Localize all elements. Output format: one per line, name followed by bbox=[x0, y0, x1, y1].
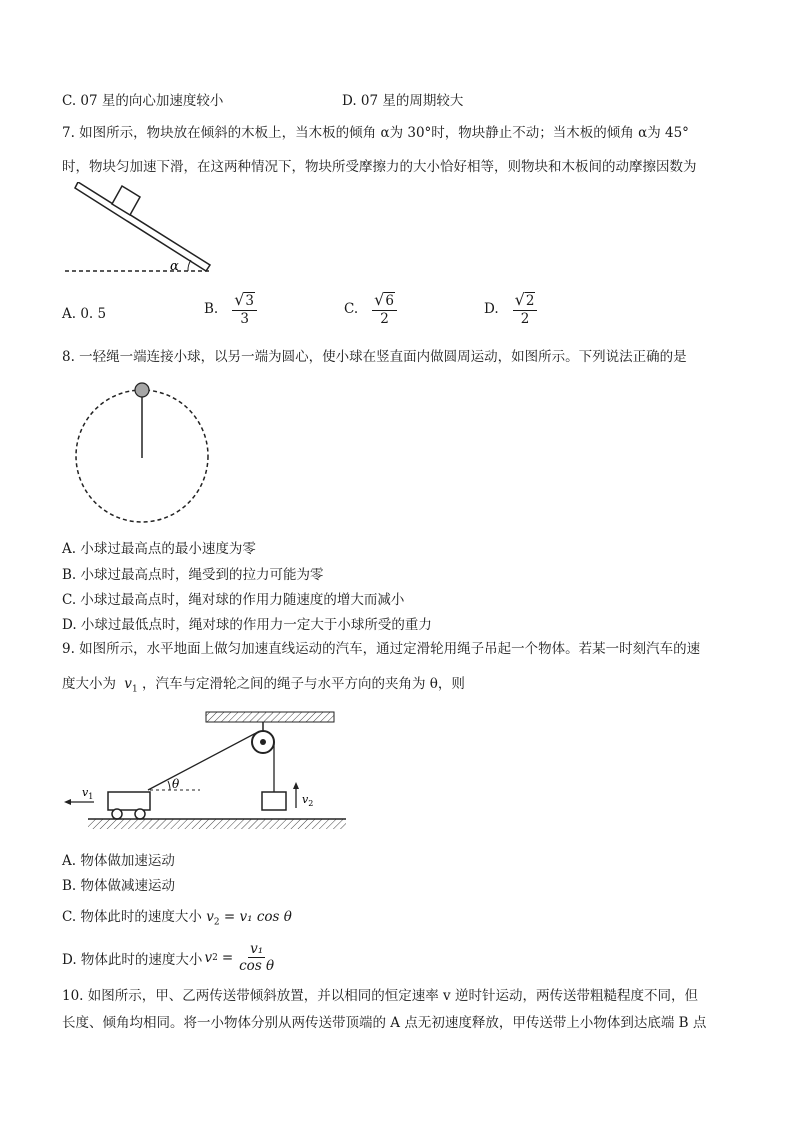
q7-d-denominator: 2 bbox=[520, 311, 530, 327]
q9-option-b: B. 物体做减速运动 bbox=[62, 878, 176, 894]
inclined-board bbox=[75, 182, 210, 271]
q6-option-d: D. 07 星的周期较大 bbox=[342, 93, 464, 109]
q7-option-c: C. √ 6 2 bbox=[344, 292, 397, 326]
q9-option-c-text: C. 物体此时的速度大小 bbox=[62, 909, 202, 925]
ceiling bbox=[206, 712, 334, 722]
q7-option-a: A. 0. 5 bbox=[62, 306, 107, 322]
q7-option-c-label: C. bbox=[344, 301, 359, 318]
q9-pulley-figure bbox=[60, 706, 350, 838]
q9-stem-line1: 9. 如图所示，水平地面上做匀加速直线运动的汽车，通过定滑轮用绳子吊起一个物体。若某一时刻汽车的速 bbox=[62, 641, 701, 657]
q8-stem: 8. 一轻绳一端连接小球，以另一端为圆心，使小球在竖直面内做圆周运动，如图所示。下列说法正确的是 bbox=[62, 349, 687, 365]
q7-incline-figure bbox=[60, 182, 220, 277]
q8-option-d: D. 小球过最低点时，绳对球的作用力一定大于小球所受的重力 bbox=[62, 617, 432, 633]
ground-hatch bbox=[88, 819, 346, 829]
angle-arc bbox=[188, 260, 191, 271]
q8-option-a: A. 小球过最高点的最小速度为零 bbox=[62, 541, 256, 557]
q7-option-d: D. √ 2 2 bbox=[484, 292, 537, 326]
q7-option-b-label: B. bbox=[204, 301, 219, 318]
car-body bbox=[108, 792, 150, 810]
q9-option-d-text: D. 物体此时的速度大小 bbox=[62, 951, 203, 968]
q6-option-c: C. 07 星的向心加速度较小 bbox=[62, 93, 224, 109]
q7-option-b: B. √ 3 3 bbox=[204, 292, 257, 326]
q9-option-d: D. 物体此时的速度大小 v 2 = $\frac{\text{v₁}}{\text{cos θ}}$ bbox=[62, 941, 275, 975]
q7-stem-line2: 时，物块匀加速下滑，在这两种情况下，物块所受摩擦力的大小恰好相等，则物块和木板间的动摩擦因数为 bbox=[62, 159, 697, 175]
q9-option-a: A. 物体做加速运动 bbox=[62, 853, 175, 869]
q9-option-c-formula: = v₁ cos θ bbox=[223, 909, 292, 925]
car-wheel-left bbox=[112, 809, 122, 819]
q8-circle-figure bbox=[70, 378, 215, 526]
q10-stem-line1: 10. 如图所示，甲、乙两传送带倾斜放置，并以相同的恒定速率 v 逆时针运动，两传送带粗糙程度不同，但 bbox=[62, 988, 698, 1004]
q7-stem-line1: 7. 如图所示，物块放在倾斜的木板上，当木板的倾角 α为 30°时，物块静止不动；当木板的倾角 α为 45° bbox=[62, 125, 689, 141]
q7-b-numerator: 3 bbox=[245, 293, 255, 309]
alpha-label: α bbox=[170, 259, 179, 274]
q7-c-denominator: 2 bbox=[380, 311, 389, 327]
q7-d-numerator: 2 bbox=[525, 293, 535, 309]
q10-stem-line2: 长度、倾角均相同。将一小物体分别从两传送带顶端的 A 点无初速度释放，甲传送带上小物体到达底端 B 点 bbox=[62, 1015, 707, 1031]
pulley-axle bbox=[260, 739, 266, 745]
q9-d-denominator: cos θ bbox=[239, 958, 275, 975]
hanging-block bbox=[262, 792, 286, 810]
theta-arc bbox=[168, 781, 170, 790]
q7-option-d-label: D. bbox=[484, 301, 499, 318]
car-wheel-right bbox=[135, 809, 145, 819]
q7-b-denominator: 3 bbox=[240, 311, 249, 327]
v2-label: $v_2$ bbox=[302, 793, 314, 808]
q9-d-numerator: v₁ bbox=[250, 941, 264, 957]
ball bbox=[135, 383, 149, 397]
q7-c-numerator: 6 bbox=[385, 293, 394, 309]
theta-label: θ bbox=[172, 777, 180, 791]
q9-option-c: C. 物体此时的速度大小 $v_2 = v_1$ cos θ bbox=[62, 909, 292, 928]
rope-to-car bbox=[148, 733, 256, 790]
v1-label: $v_1$ bbox=[82, 786, 94, 801]
q9-stem-line2-b: ，汽车与定滑轮之间的绳子与水平方向的夹角为 θ，则 bbox=[141, 676, 465, 692]
q9-stem-line2: 度大小为 $v_1$ ，汽车与定滑轮之间的绳子与水平方向的夹角为 θ，则 bbox=[62, 676, 465, 695]
q9-stem-line2-a: 度大小为 bbox=[62, 676, 116, 692]
q8-option-c: C. 小球过最高点时，绳对球的作用力随速度的增大而减小 bbox=[62, 592, 405, 608]
q8-option-b: B. 小球过最高点时，绳受到的拉力可能为零 bbox=[62, 567, 324, 583]
